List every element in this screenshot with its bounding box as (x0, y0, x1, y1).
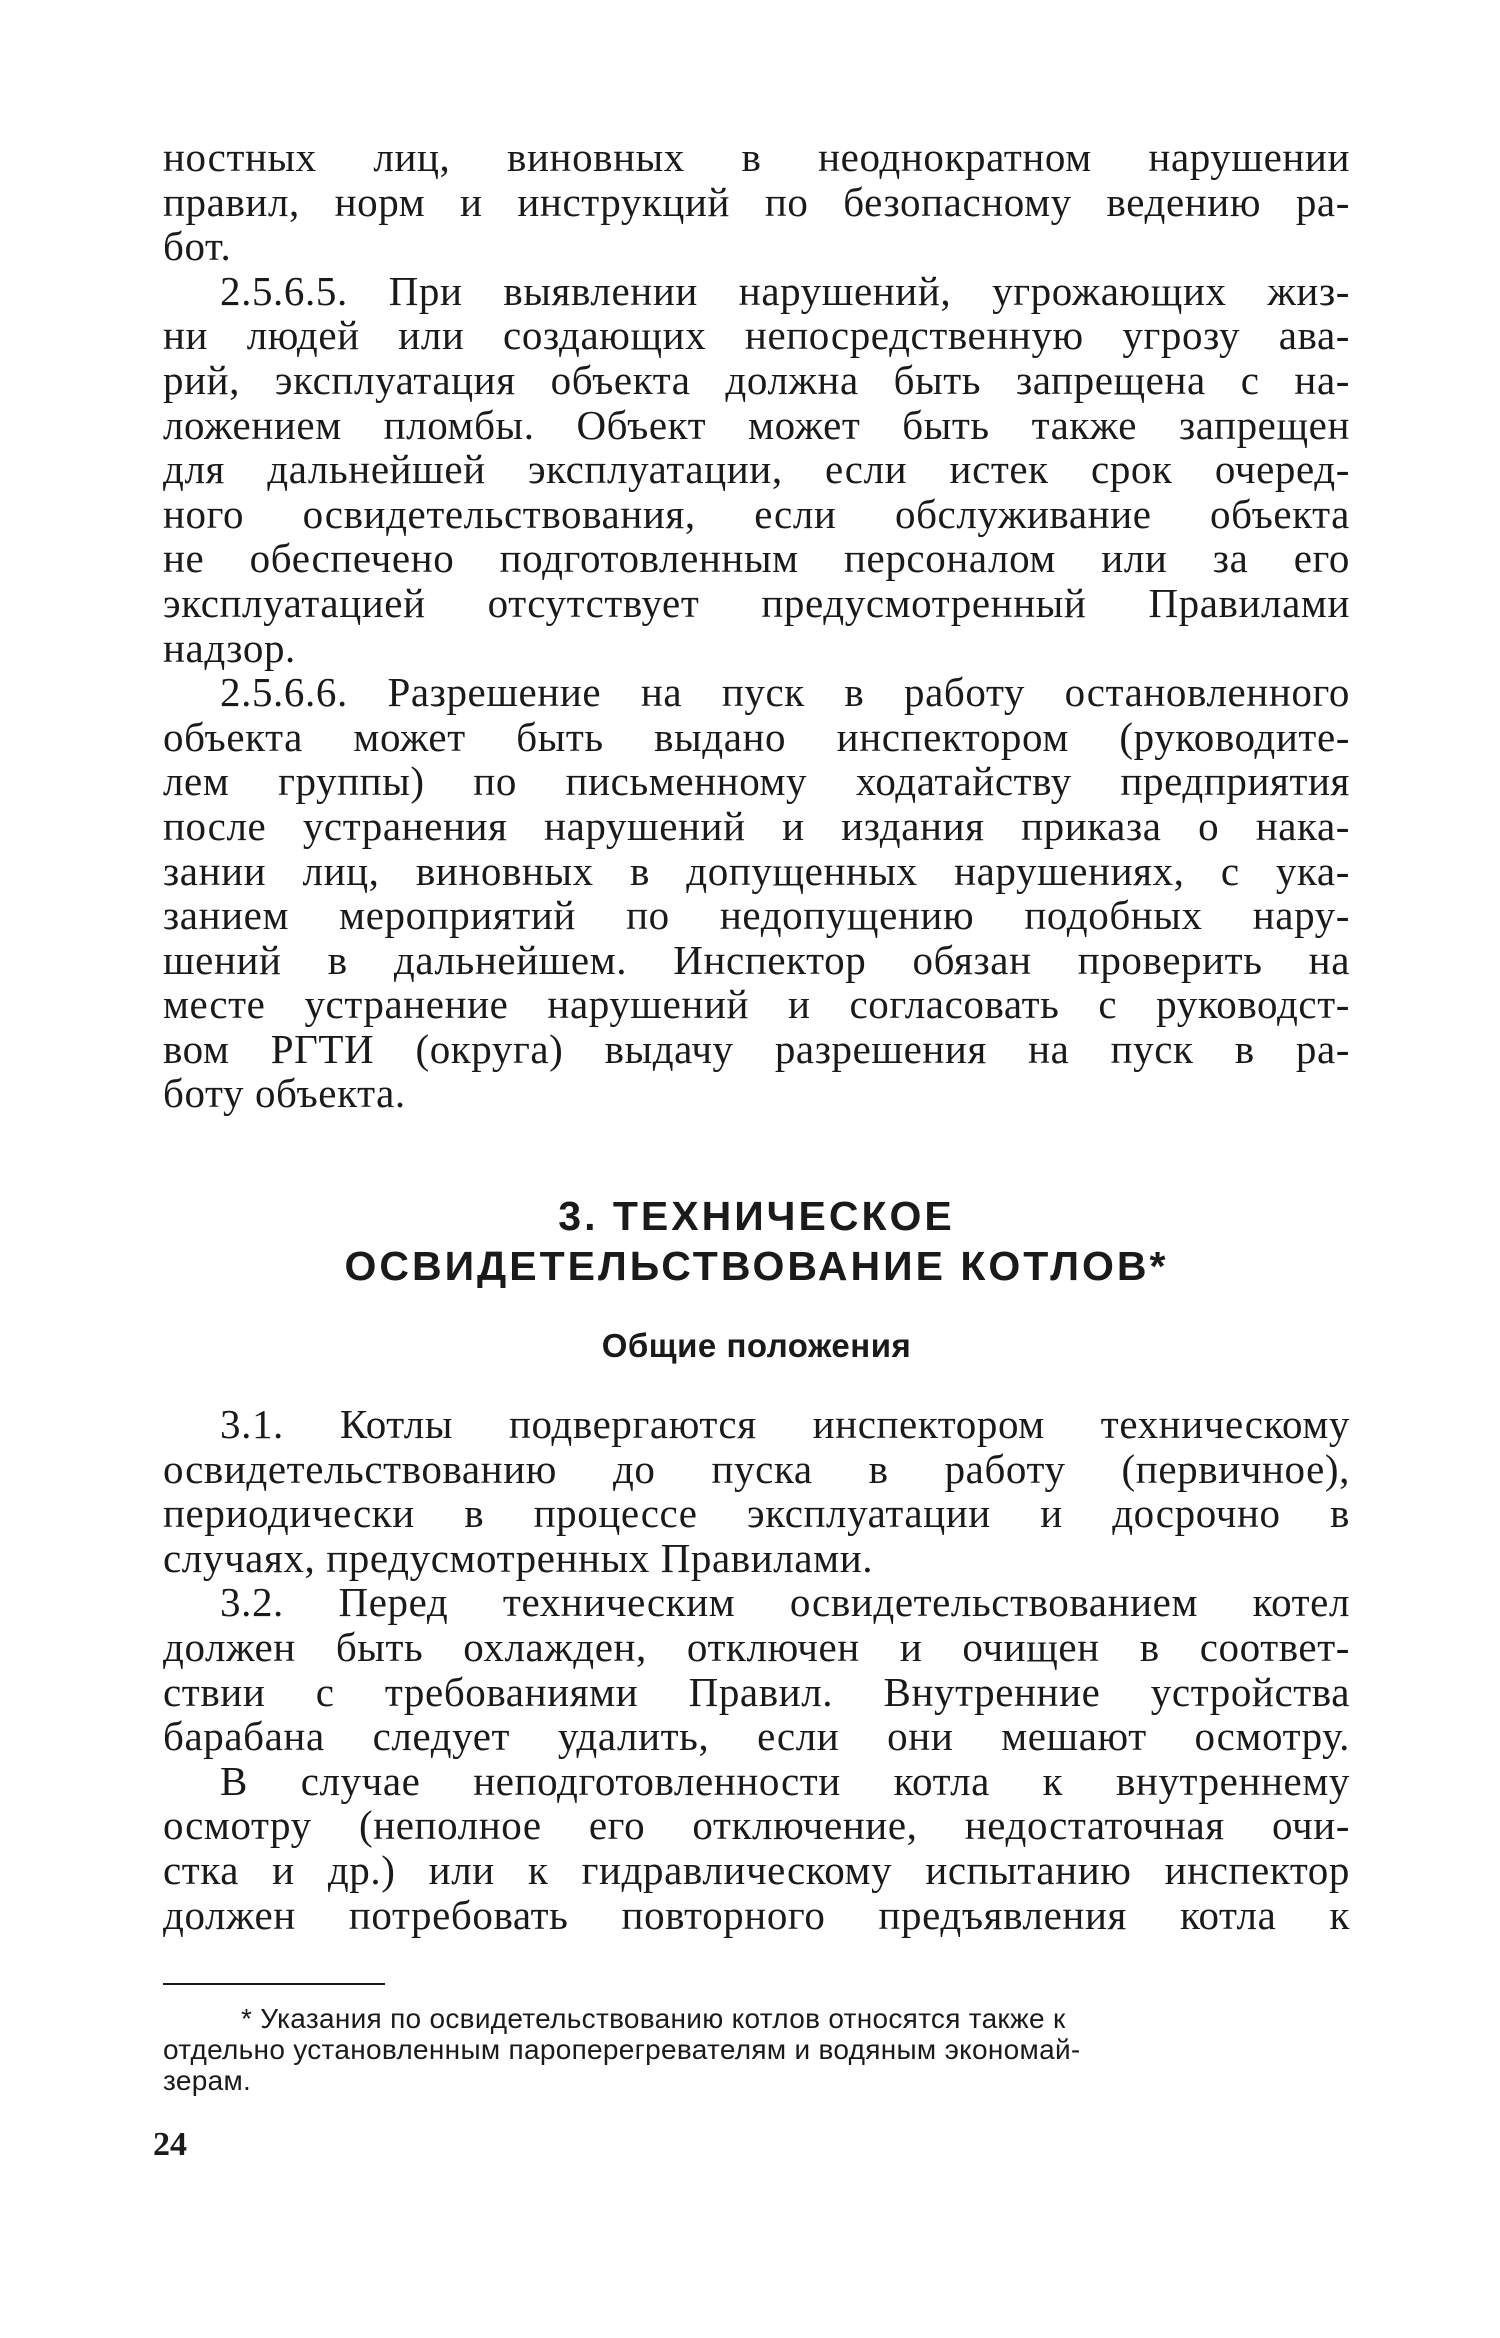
section-heading (163, 1191, 1350, 1291)
footnote-line: зерам. (163, 2065, 252, 2097)
text-line: стка и др.) или к гидравлическому испытанию инспектор (163, 1847, 1350, 1893)
text-line: лем группы) по письменному ходатайству предприятия (163, 758, 1350, 805)
footnote-line: * Указания по освидетельствованию котлов относятся также к (241, 2003, 1066, 2035)
text-line: 2.5.6.6. Разрешение на пуск в работу остановленного (220, 669, 1350, 716)
footnote-divider (163, 1983, 385, 1985)
text-line: периодически в процессе эксплуатации и досрочно в (163, 1490, 1350, 1537)
text-line: осмотру (неполное его отключение, недостаточная очи- (163, 1802, 1350, 1849)
text-line: бот. (163, 223, 232, 270)
text-line: ного освидетельствования, если обслуживание объекта (163, 490, 1350, 537)
paragraph-2-5-6-5 (163, 269, 1350, 670)
continuation-paragraph (163, 135, 1350, 269)
text-line: ни людей или создающих непосредственную угрозу ава- (163, 312, 1350, 359)
page-body (163, 135, 1350, 2096)
page-number: 24 (153, 2126, 187, 2163)
text-line: для дальнейшей эксплуатации, если истек срок очеред- (163, 446, 1350, 493)
text-line: 2.5.6.5. При выявлении нарушений, угрожающих жиз- (220, 267, 1350, 314)
footnote (163, 2003, 1350, 2096)
text-line: занием мероприятий по недопущению подобных нару- (163, 892, 1350, 939)
text-line: освидетельствованию до пуска в работу (первичное), (163, 1445, 1350, 1492)
text-line: рий, эксплуатация объекта должна быть запрещена с на- (163, 356, 1350, 403)
text-line: ствии с требованиями Правил. Внутренние устройства (163, 1668, 1350, 1715)
subheading: Общие положения (601, 1327, 912, 1365)
section-heading-line: 3. ТЕХНИЧЕСКОЕ (558, 1193, 955, 1240)
text-line: ложением пломбы. Объект может быть также запрещен (163, 401, 1350, 448)
text-line: эксплуатацией отсутствует предусмотренный Правилами (163, 579, 1350, 626)
text-line: должен быть охлажден, отключен и очищен в соответ- (163, 1624, 1350, 1671)
text-line: В случае неподготовленности котла к внутреннему (220, 1757, 1350, 1804)
text-line: шений в дальнейшем. Инспектор обязан проверить на (163, 936, 1350, 983)
text-line: случаях, предусмотренных Правилами. (163, 1534, 874, 1581)
text-line: боту объекта. (163, 1070, 406, 1117)
paragraph-2-5-6-6 (163, 670, 1350, 1116)
text-line: 3.1. Котлы подвергаются инспектором техническому (220, 1401, 1350, 1448)
text-line: надзор. (163, 624, 296, 671)
text-line: ностных лиц, виновных в неоднократном нарушении (163, 134, 1350, 180)
text-line: 3.2. Перед техническим освидетельствованием котел (220, 1579, 1350, 1626)
spacer (163, 1116, 1350, 1191)
text-line: не обеспечено подготовленным персоналом или за его (163, 535, 1350, 582)
paragraph-3-1 (163, 1402, 1350, 1580)
text-line: должен потребовать повторного предъявления котла к (163, 1891, 1350, 1938)
text-line: после устранения нарушений и издания приказа о нака- (163, 802, 1350, 849)
footnote-line: отдельно установленным пароперегревателям и водяным экономай- (163, 2034, 1081, 2066)
text-line: правил, норм и инструкций по безопасному ведению ра- (163, 178, 1350, 225)
text-line: объекта может быть выдано инспектором (руководите- (163, 713, 1350, 760)
text-line: барабана следует удалить, если они мешают осмотру. (163, 1713, 1350, 1760)
text-line: вом РГТИ (округа) выдачу разрешения на пуск в ра- (163, 1025, 1350, 1072)
section-heading-line: ОСВИДЕТЕЛЬСТВОВАНИЕ КОТЛОВ* (344, 1243, 1169, 1290)
text-line: зании лиц, виновных в допущенных нарушениях, с ука- (163, 847, 1350, 894)
paragraph-3-2-continuation (163, 1759, 1350, 1937)
paragraph-3-2 (163, 1580, 1350, 1758)
text-line: месте устранение нарушений и согласовать с руководст- (163, 981, 1350, 1028)
